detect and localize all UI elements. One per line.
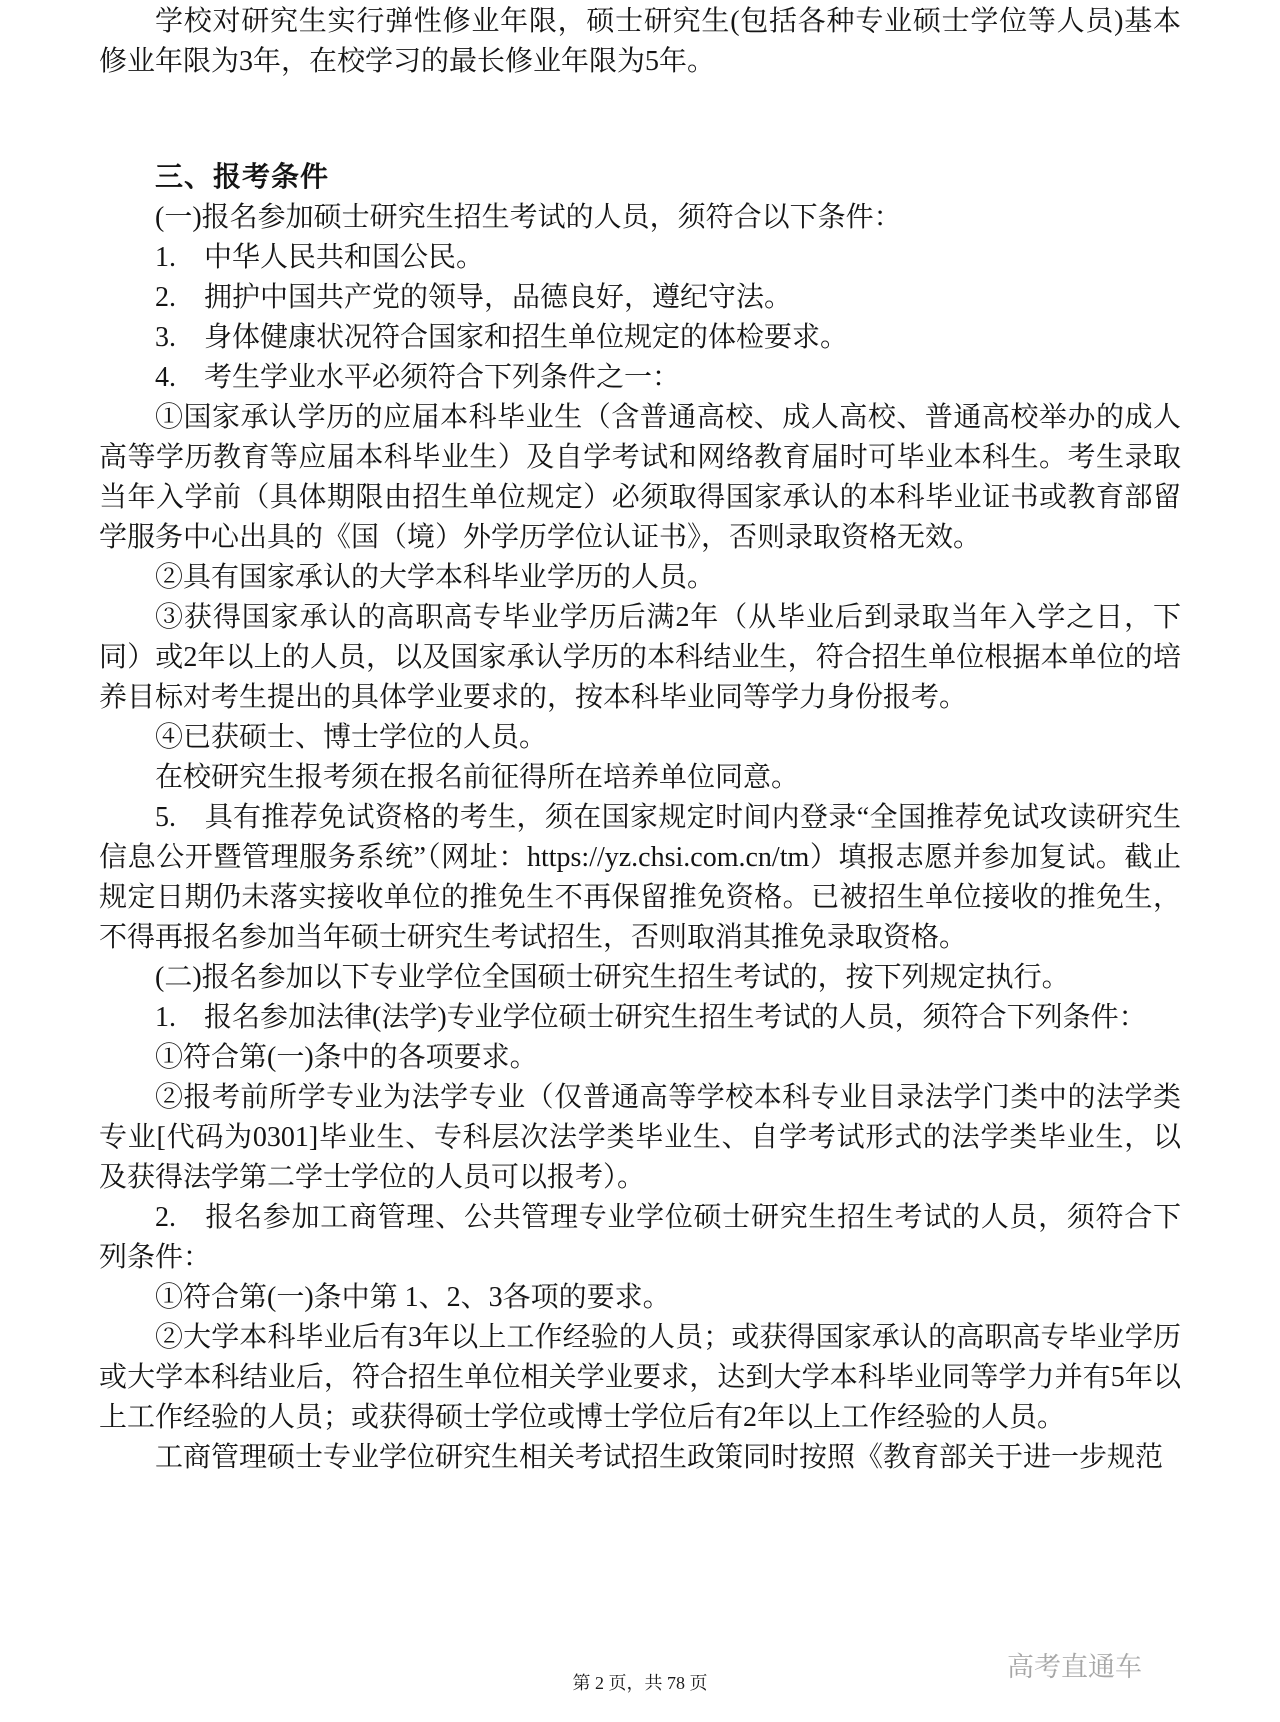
paragraph-item-5: 5. 具有推荐免试资格的考生，须在国家规定时间内登录“全国推荐免试攻读研究生信息公开暨管理服务系统”（网址：https://yz.chsi.com.cn/tm）填报志愿并参加复试。截止规定日期仍未落实接收单位的推免生不再保留推免资格。已被招生单位接收的推免生，不得再报名参加当年硕士研究生考试招生，否则取消其推免录取资格。 bbox=[99, 802, 1181, 953]
paragraph-item-4-sub-2: ②具有国家承认的大学本科毕业学历的人员。 bbox=[155, 562, 716, 593]
paragraph-item-4: 4. 考生学业水平必须符合下列条件之一： bbox=[155, 362, 681, 393]
paragraph-item-4-sub-3: ③获得国家承认的高职高专毕业学历后满2年（从毕业后到录取当年入学之日，下同）或2年以上的人员，以及国家承认学历的本科结业生，符合招生单位根据本单位的培养目标对考生提出的具体学业要求的，按本科毕业同等学力身份报考。 bbox=[99, 602, 1181, 713]
watermark-text: 高考直通车 bbox=[1007, 1652, 1142, 1682]
paragraph-mba-policy: 工商管理硕士专业学位研究生相关考试招生政策同时按照《教育部关于进一步规范 bbox=[155, 1442, 1164, 1473]
intro-paragraph: 学校对研究生实行弹性修业年限，硕士研究生(包括各种专业硕士学位等人员)基本修业年限为3年，在校学习的最长修业年限为5年。 bbox=[99, 6, 1181, 77]
paragraph-item-1: 1. 中华人民共和国公民。 bbox=[155, 242, 485, 273]
paragraph-note: 在校研究生报考须在报名前征得所在培养单位同意。 bbox=[155, 762, 800, 793]
paragraph-item-4-sub-4: ④已获硕士、博士学位的人员。 bbox=[155, 722, 548, 753]
page-number-text: 第 2 页，共 78 页 bbox=[572, 1673, 708, 1693]
paragraph-mba-item-2: 2. 报名参加工商管理、公共管理专业学位硕士研究生招生考试的人员，须符合下列条件： bbox=[99, 1202, 1181, 1273]
paragraph-law-sub-2: ②报考前所学专业为法学专业（仅普通高等学校本科专业目录法学门类中的法学类专业[代码为0301]毕业生、专科层次法学类毕业生、自学考试形式的法学类毕业生，以及获得法学第二学士学位的人员可以报考）。 bbox=[99, 1082, 1181, 1193]
document-body bbox=[99, 2, 1181, 1478]
paragraph-section-2-intro: (二)报名参加以下专业学位全国硕士研究生招生考试的，按下列规定执行。 bbox=[155, 962, 1070, 993]
paragraph-item-2: 2. 拥护中国共产党的领导，品德良好，遵纪守法。 bbox=[155, 282, 793, 313]
paragraph-mba-sub-2: ②大学本科毕业后有3年以上工作经验的人员；或获得国家承认的高职高专毕业学历或大学本科结业后，符合招生单位相关学业要求，达到大学本科毕业同等学力并有5年以上工作经验的人员；或获得硕士学位或博士学位后有2年以上工作经验的人员。 bbox=[99, 1322, 1181, 1433]
paragraph-conditions-intro: (一)报名参加硕士研究生招生考试的人员，须符合以下条件： bbox=[155, 202, 902, 233]
paragraph-item-3: 3. 身体健康状况符合国家和招生单位规定的体检要求。 bbox=[155, 322, 849, 353]
paragraph-law-sub-1: ①符合第(一)条中的各项要求。 bbox=[155, 1042, 538, 1073]
section-heading: 三、报考条件 bbox=[155, 162, 330, 193]
paragraph-mba-sub-1: ①符合第(一)条中第 1、2、3各项的要求。 bbox=[155, 1282, 671, 1313]
paragraph-item-4-sub-1: ①国家承认学历的应届本科毕业生（含普通高校、成人高校、普通高校举办的成人高等学历教育等应届本科毕业生）及自学考试和网络教育届时可毕业本科生。考生录取当年入学前（具体期限由招生单位规定）必须取得国家承认的本科毕业证书或教育部留学服务中心出具的《国（境）外学历学位认证书》，否则录取资格无效。 bbox=[99, 402, 1181, 553]
paragraph-law-item-1: 1. 报名参加法律(法学)专业学位硕士研究生招生考试的人员，须符合下列条件： bbox=[155, 1002, 1147, 1033]
